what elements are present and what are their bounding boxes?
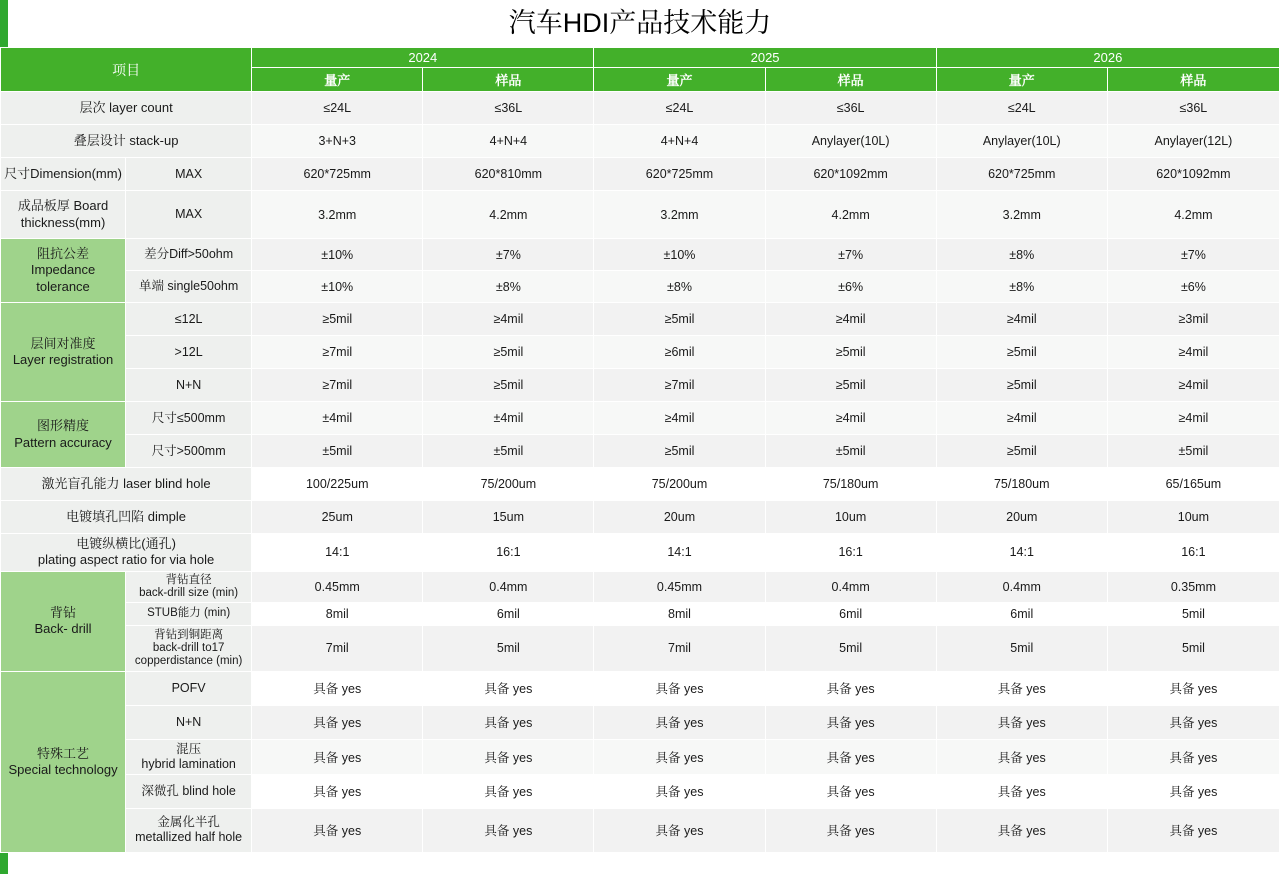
table-row [1, 125, 1280, 158]
cell-value: 5mil [423, 625, 594, 671]
cell-value: 4.2mm [765, 191, 936, 239]
cell-value: ±10% [252, 271, 423, 303]
cell-value: 具备 yes [594, 671, 765, 705]
table-row [1, 534, 1280, 572]
row-sublabel: 金属化半孔 metallized half hole [126, 808, 252, 852]
row-sublabel: 背钻到铜距离 back-drill to17 copperdistance (min) [126, 625, 252, 671]
cell-value: ±8% [423, 271, 594, 303]
cell-value: 具备 yes [594, 808, 765, 852]
cell-value: 65/165um [1107, 468, 1279, 501]
row-sublabel: >12L [126, 336, 252, 369]
cell-value: ≥5mil [936, 336, 1107, 369]
capability-table [0, 47, 1280, 853]
header-year-2026: 2026 [936, 48, 1279, 68]
row-sublabel: MAX [126, 191, 252, 239]
cell-value: 16:1 [765, 534, 936, 572]
cell-value: 620*1092mm [765, 158, 936, 191]
cell-value: 具备 yes [252, 774, 423, 808]
cell-value: 620*1092mm [1107, 158, 1279, 191]
cell-value: Anylayer(10L) [936, 125, 1107, 158]
table-row [1, 774, 1280, 808]
cell-value: ≥4mil [765, 402, 936, 435]
table-row [1, 158, 1280, 191]
table-row [1, 671, 1280, 705]
table-row [1, 739, 1280, 774]
cell-value: ≥5mil [936, 369, 1107, 402]
cell-value: 25um [252, 501, 423, 534]
table-row [1, 191, 1280, 239]
cell-value: ≥5mil [765, 369, 936, 402]
cell-value: ≥5mil [594, 435, 765, 468]
cell-value: ≥5mil [423, 336, 594, 369]
row-sublabel: 背钻直径 back-drill size (min) [126, 571, 252, 602]
row-label-back-drill: 背钻 Back- drill [1, 571, 126, 671]
cell-value: ±7% [423, 239, 594, 271]
cell-value: ≥3mil [1107, 303, 1279, 336]
cell-value: 6mil [765, 602, 936, 625]
cell-value: ≥4mil [765, 303, 936, 336]
cell-value: 8mil [594, 602, 765, 625]
table-row [1, 705, 1280, 739]
cell-value: 4+N+4 [594, 125, 765, 158]
row-label: 叠层设计 stack-up [1, 125, 252, 158]
cell-value: 0.4mm [423, 571, 594, 602]
cell-value: 6mil [936, 602, 1107, 625]
cell-value: 14:1 [594, 534, 765, 572]
row-sublabel: 尺寸>500mm [126, 435, 252, 468]
cell-value: 具备 yes [252, 705, 423, 739]
cell-value: ≥5mil [765, 336, 936, 369]
cell-value: ±5mil [1107, 435, 1279, 468]
cell-value: 14:1 [936, 534, 1107, 572]
row-sublabel: N+N [126, 705, 252, 739]
cell-value: 75/200um [594, 468, 765, 501]
cell-value: 具备 yes [936, 671, 1107, 705]
table-row [1, 625, 1280, 671]
table-row [1, 303, 1280, 336]
row-label: 电镀填孔凹陷 dimple [1, 501, 252, 534]
cell-value: ≥4mil [1107, 336, 1279, 369]
cell-value: 14:1 [252, 534, 423, 572]
cell-value: ≥5mil [423, 369, 594, 402]
cell-value: 3.2mm [252, 191, 423, 239]
cell-value: 3+N+3 [252, 125, 423, 158]
cell-value: 具备 yes [936, 774, 1107, 808]
cell-value: 具备 yes [1107, 671, 1279, 705]
cell-value: 5mil [1107, 625, 1279, 671]
cell-value: 具备 yes [1107, 705, 1279, 739]
cell-value: 6mil [423, 602, 594, 625]
cell-value: 4+N+4 [423, 125, 594, 158]
cell-value: 75/180um [765, 468, 936, 501]
cell-value: 0.45mm [252, 571, 423, 602]
cell-value: 具备 yes [594, 705, 765, 739]
cell-value: ≥4mil [423, 303, 594, 336]
row-label: 激光盲孔能力 laser blind hole [1, 468, 252, 501]
cell-value: 100/225um [252, 468, 423, 501]
header-2025-mass: 量产 [594, 68, 765, 92]
cell-value: 5mil [765, 625, 936, 671]
cell-value: ≥5mil [936, 435, 1107, 468]
cell-value: 具备 yes [1107, 774, 1279, 808]
cell-value: 20um [594, 501, 765, 534]
cell-value: ≤24L [252, 92, 423, 125]
cell-value: 8mil [252, 602, 423, 625]
cell-value: 具备 yes [594, 739, 765, 774]
cell-value: 3.2mm [594, 191, 765, 239]
row-sublabel: POFV [126, 671, 252, 705]
cell-value: ≥4mil [594, 402, 765, 435]
cell-value: ≤24L [594, 92, 765, 125]
cell-value: 4.2mm [1107, 191, 1279, 239]
table-header-row-years [1, 48, 1280, 68]
cell-value: ≥7mil [594, 369, 765, 402]
cell-value: ≥4mil [1107, 402, 1279, 435]
header-2024-sample: 样品 [423, 68, 594, 92]
cell-value: 10um [1107, 501, 1279, 534]
row-label-special-technology: 特殊工艺 Special technology [1, 671, 126, 852]
cell-value: ±6% [1107, 271, 1279, 303]
header-2024-mass: 量产 [252, 68, 423, 92]
cell-value: ±7% [765, 239, 936, 271]
page-title: 汽车HDI产品技术能力 [508, 8, 772, 38]
header-2026-sample: 样品 [1107, 68, 1279, 92]
cell-value: 具备 yes [252, 671, 423, 705]
cell-value: ≤24L [936, 92, 1107, 125]
cell-value: ±4mil [423, 402, 594, 435]
table-row [1, 92, 1280, 125]
cell-value: Anylayer(10L) [765, 125, 936, 158]
cell-value: 具备 yes [423, 774, 594, 808]
row-label-impedance: 阻抗公差 Impedance tolerance [1, 239, 126, 303]
row-sublabel: N+N [126, 369, 252, 402]
cell-value: ±10% [252, 239, 423, 271]
cell-value: 具备 yes [423, 671, 594, 705]
cell-value: 具备 yes [423, 739, 594, 774]
cell-value: 620*725mm [252, 158, 423, 191]
cell-value: 具备 yes [423, 705, 594, 739]
cell-value: 7mil [252, 625, 423, 671]
cell-value: ±10% [594, 239, 765, 271]
cell-value: 具备 yes [594, 774, 765, 808]
table-row [1, 239, 1280, 271]
cell-value: 具备 yes [423, 808, 594, 852]
table-row [1, 468, 1280, 501]
cell-value: 具备 yes [765, 705, 936, 739]
row-label-layer-registration: 层间对准度 Layer registration [1, 303, 126, 402]
cell-value: ≤36L [765, 92, 936, 125]
row-sublabel: 单端 single50ohm [126, 271, 252, 303]
cell-value: 具备 yes [765, 774, 936, 808]
cell-value: 20um [936, 501, 1107, 534]
cell-value: 16:1 [423, 534, 594, 572]
cell-value: 0.45mm [594, 571, 765, 602]
cell-value: ±8% [594, 271, 765, 303]
row-sublabel: 差分Diff>50ohm [126, 239, 252, 271]
table-row [1, 271, 1280, 303]
cell-value: ±8% [936, 239, 1107, 271]
table-row [1, 808, 1280, 852]
row-label: 尺寸Dimension(mm) [1, 158, 126, 191]
row-sublabel: 尺寸≤500mm [126, 402, 252, 435]
cell-value: ±6% [765, 271, 936, 303]
cell-value: ≤36L [1107, 92, 1279, 125]
cell-value: ±5mil [252, 435, 423, 468]
cell-value: 4.2mm [423, 191, 594, 239]
header-item: 项目 [1, 48, 252, 92]
cell-value: 具备 yes [936, 739, 1107, 774]
cell-value: 具备 yes [936, 705, 1107, 739]
row-label-pattern-accuracy: 图形精度 Pattern accuracy [1, 402, 126, 468]
table-row [1, 369, 1280, 402]
cell-value: Anylayer(12L) [1107, 125, 1279, 158]
cell-value: 75/180um [936, 468, 1107, 501]
row-label: 成品板厚 Board thickness(mm) [1, 191, 126, 239]
table-row [1, 435, 1280, 468]
cell-value: ≥7mil [252, 336, 423, 369]
cell-value: 620*725mm [594, 158, 765, 191]
cell-value: ≥5mil [252, 303, 423, 336]
table-row [1, 602, 1280, 625]
cell-value: 具备 yes [1107, 739, 1279, 774]
cell-value: ≥4mil [936, 402, 1107, 435]
row-sublabel: STUB能力 (min) [126, 602, 252, 625]
table-row [1, 402, 1280, 435]
cell-value: 16:1 [1107, 534, 1279, 572]
cell-value: 75/200um [423, 468, 594, 501]
cell-value: 具备 yes [936, 808, 1107, 852]
cell-value: 5mil [936, 625, 1107, 671]
cell-value: ≤36L [423, 92, 594, 125]
table-row [1, 571, 1280, 602]
cell-value: ≥5mil [594, 303, 765, 336]
row-sublabel: MAX [126, 158, 252, 191]
table-row [1, 501, 1280, 534]
cell-value: 具备 yes [765, 739, 936, 774]
cell-value: 10um [765, 501, 936, 534]
row-sublabel: 混压 hybrid lamination [126, 739, 252, 774]
cell-value: ±5mil [765, 435, 936, 468]
cell-value: 具备 yes [765, 671, 936, 705]
cell-value: ≥6mil [594, 336, 765, 369]
cell-value: 7mil [594, 625, 765, 671]
table-row [1, 336, 1280, 369]
cell-value: 15um [423, 501, 594, 534]
cell-value: 620*810mm [423, 158, 594, 191]
cell-value: ±5mil [423, 435, 594, 468]
cell-value: 620*725mm [936, 158, 1107, 191]
cell-value: 5mil [1107, 602, 1279, 625]
cell-value: 具备 yes [252, 808, 423, 852]
row-sublabel: 深微孔 blind hole [126, 774, 252, 808]
cell-value: ≥4mil [936, 303, 1107, 336]
cell-value: 0.4mm [936, 571, 1107, 602]
header-2025-sample: 样品 [765, 68, 936, 92]
cell-value: ±8% [936, 271, 1107, 303]
cell-value: 0.4mm [765, 571, 936, 602]
cell-value: 具备 yes [765, 808, 936, 852]
row-label: 电镀纵横比(通孔) plating aspect ratio for via hole [1, 534, 252, 572]
cell-value: ±4mil [252, 402, 423, 435]
header-year-2024: 2024 [252, 48, 594, 68]
cell-value: 具备 yes [1107, 808, 1279, 852]
cell-value: 3.2mm [936, 191, 1107, 239]
cell-value: 具备 yes [252, 739, 423, 774]
cell-value: 0.35mm [1107, 571, 1279, 602]
header-2026-mass: 量产 [936, 68, 1107, 92]
cell-value: ≥7mil [252, 369, 423, 402]
cell-value: ≥4mil [1107, 369, 1279, 402]
cell-value: ±7% [1107, 239, 1279, 271]
row-sublabel: ≤12L [126, 303, 252, 336]
row-label: 层次 layer count [1, 92, 252, 125]
header-year-2025: 2025 [594, 48, 936, 68]
